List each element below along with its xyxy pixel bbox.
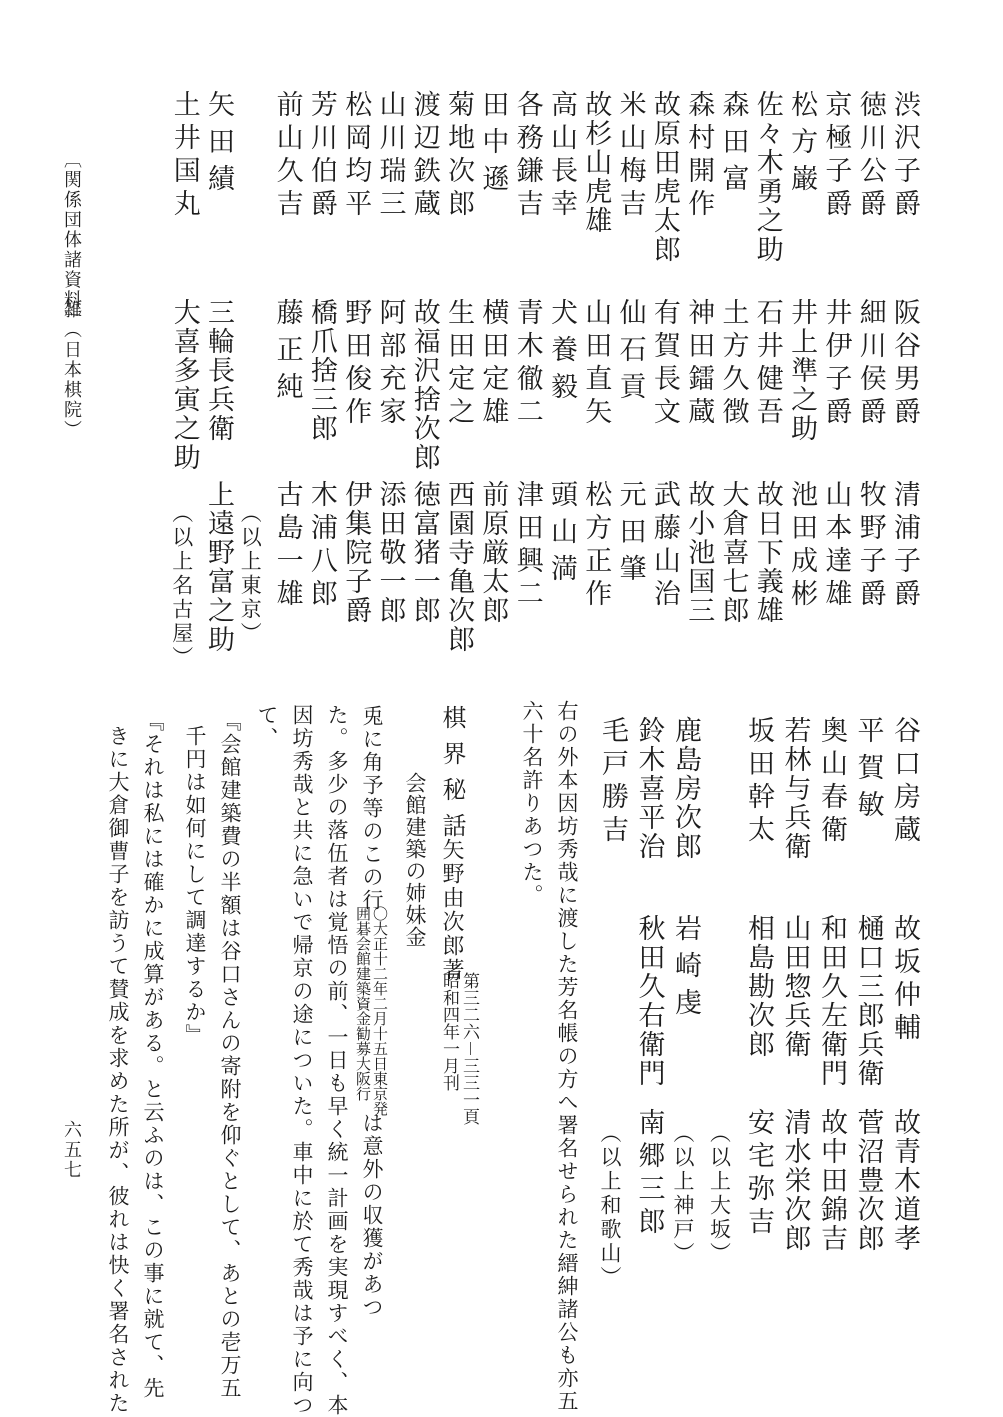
name-entry: （以上神戸） <box>671 1122 695 1266</box>
top-block-column <box>717 90 751 650</box>
name-entry: 松方正作 <box>580 480 612 612</box>
name-entry: 池田成彬 <box>786 480 818 612</box>
top-block-column <box>648 90 682 650</box>
name-entry: 石井健吾 <box>751 298 783 430</box>
quote1-line2: 千円は如何にして調達するか』 <box>183 725 207 1047</box>
name-entry: 相島勘次郎 <box>743 914 774 1059</box>
bottom-block-column <box>669 716 703 1276</box>
name-entry: （以上東京） <box>238 502 263 646</box>
name-entry: 故日下義雄 <box>751 480 783 625</box>
name-entry: 各務鎌吉 <box>511 90 543 222</box>
name-entry: 菅沼豊次郎 <box>852 1108 884 1253</box>
top-block-column <box>682 90 716 650</box>
name-entry: 前原厳太郎 <box>477 480 509 625</box>
top-block-column <box>579 90 613 650</box>
article-source-date: 昭和四年一月刊 <box>439 972 459 1091</box>
top-block-column <box>271 90 305 650</box>
bottom-block-column <box>888 716 922 1276</box>
name-entry: 徳川公爵 <box>854 90 886 222</box>
name-entry: 横田定雄 <box>477 298 509 430</box>
top-block-column <box>374 90 408 650</box>
name-entry: 松方巌 <box>786 90 818 201</box>
top-block-column <box>888 90 922 650</box>
name-entry: 谷口房蔵 <box>889 716 920 848</box>
name-entry: 故中田錦吉 <box>816 1108 847 1253</box>
bottom-block-column <box>633 716 667 1276</box>
name-entry: 阿部充家 <box>374 298 406 430</box>
name-entry: 井上準之助 <box>786 298 818 443</box>
name-entry: 野田俊作 <box>340 298 372 430</box>
name-entry: 故福沢捨次郎 <box>408 298 440 472</box>
name-entry: 故原田虎太郎 <box>648 90 680 264</box>
page-number: 六五七 <box>61 1120 82 1180</box>
para1-line2: た。多少の落伍者は覚悟の前、一日も早く統一計画を実現すべく、本 <box>325 704 349 1417</box>
top-block-column <box>819 90 853 650</box>
name-entry: 松岡均平 <box>340 90 372 222</box>
name-entry: 岩崎虔 <box>670 914 701 1025</box>
name-entry: 木浦八郎 <box>305 480 337 612</box>
bottom-block-column <box>815 716 849 1276</box>
name-entry: 清浦子爵 <box>889 480 920 612</box>
top-block-column <box>511 90 545 650</box>
article-author: 矢野由次郎著 <box>439 838 464 982</box>
top-block-column <box>751 90 785 650</box>
name-entry: 森村開作 <box>683 90 715 222</box>
name-entry: 故杉山虎雄 <box>580 90 612 235</box>
top-block-column <box>614 90 648 650</box>
bottom-block-column <box>706 716 740 1276</box>
top-block-column <box>339 90 373 650</box>
name-entry: 菊地次郎 <box>443 90 475 222</box>
article-subtitle: 会館建築の姉妹金 <box>403 772 427 948</box>
article-title: 棋界秘話 <box>438 705 466 849</box>
quote2-line2: きに大倉御曹子を訪うて賛成を求めた所が、彼れは快く署名された <box>106 725 130 1415</box>
name-entry: 山田惣兵衛 <box>779 914 811 1059</box>
name-entry: 土井国丸 <box>168 90 200 222</box>
name-entry: 細川侯爵 <box>854 298 886 430</box>
closing-line-2: 六十名許りあつた。 <box>520 700 544 907</box>
name-entry: 伊集院子爵 <box>340 480 372 625</box>
name-entry: 頭山満 <box>546 480 577 591</box>
name-entry: 平賀敏 <box>852 716 884 827</box>
name-entry: 和田久左衛門 <box>816 914 847 1088</box>
bottom-block-column <box>852 716 886 1276</box>
name-entry: 武藤山治 <box>648 480 680 612</box>
name-entry: 藤正純 <box>271 298 303 409</box>
name-entry: （以上大坂） <box>707 1122 732 1266</box>
top-block-column <box>236 90 270 650</box>
name-entry: 田中遜 <box>477 90 509 201</box>
name-entry: 生田定之 <box>443 298 475 430</box>
name-entry: 毛戸勝吉 <box>597 716 628 848</box>
name-entry: 橋爪捨三郎 <box>305 298 337 443</box>
name-entry: 森田富 <box>717 90 749 201</box>
name-entry: （以上名古屋） <box>169 502 194 670</box>
name-entry: 山田直矢 <box>580 298 612 430</box>
article-source-page: 第三二六－三三一頁 <box>459 972 479 1125</box>
name-entry: 仙石貢 <box>614 298 646 409</box>
name-entry: 清水栄次郎 <box>779 1108 811 1253</box>
name-entry: 米山梅吉 <box>614 90 646 222</box>
name-entry: （以上和歌山） <box>598 1122 622 1290</box>
name-entry: 西園寺亀次郎 <box>443 480 475 654</box>
name-entry: 坂田幹太 <box>743 716 774 848</box>
name-entry: 大喜多寅之助 <box>168 298 200 472</box>
quote1-line1: 『会館建築費の半額は谷口さんの寄附を仰ぐとして、あとの壱万五 <box>218 710 242 1400</box>
name-entry: 津田興二 <box>511 480 543 612</box>
name-entry: 三輪長兵衛 <box>203 298 234 443</box>
bottom-block-column <box>596 716 630 1290</box>
name-entry: 安宅弥吉 <box>743 1108 774 1240</box>
name-entry: 山川瑞三 <box>374 90 406 222</box>
top-block-column <box>305 90 339 650</box>
name-entry: 添田敬一郎 <box>374 480 406 625</box>
name-entry: 矢田績 <box>203 90 234 201</box>
top-block-column <box>202 90 236 654</box>
name-entry: 青木徹二 <box>511 298 543 430</box>
name-entry: 若林与兵衛 <box>779 716 811 861</box>
name-entry: 土方久徴 <box>717 298 749 430</box>
top-block-column <box>785 90 819 650</box>
para1-note-a: 〇大正十二年二月十五日東京発 <box>371 906 389 1116</box>
name-entry: 渡辺鉄蔵 <box>408 90 440 222</box>
name-entry: 渋沢子爵 <box>889 90 920 222</box>
name-entry: 古島一雄 <box>271 480 303 612</box>
name-entry: 大倉喜七郎 <box>717 480 749 625</box>
name-entry: 上遠野富之助 <box>203 480 234 654</box>
name-entry: 井伊子爵 <box>820 298 852 430</box>
name-entry: 犬養毅 <box>546 298 577 409</box>
name-entry: 有賀長文 <box>648 298 680 430</box>
quote2-line1: 『それは私には確かに成算がある。と云ふのは、この事に就て、先 <box>141 710 165 1400</box>
name-entry: 鹿島房次郎 <box>670 716 701 861</box>
name-entry: 牧野子爵 <box>854 480 886 612</box>
para1-line1-a: 兎に角予等のこの行 <box>360 705 384 912</box>
name-entry: 故小池国三 <box>683 480 715 625</box>
name-entry: 奥山春衛 <box>816 716 847 848</box>
name-entry: 高山長幸 <box>546 90 577 222</box>
top-block-column <box>854 90 888 650</box>
para1-note-b: 囲碁会館建築資金勧募大阪行 <box>354 906 372 1101</box>
top-block-column <box>476 90 510 650</box>
subsection-header: 雑（日本棋院） <box>61 300 82 440</box>
name-entry: 佐々木勇之助 <box>751 90 783 264</box>
name-entry: 鈴木喜平治 <box>633 716 665 861</box>
para1-line3: 因坊秀哉と共に急いで帰京の途についた。車中に於て秀哉は予に向つ <box>290 704 314 1417</box>
name-entry: 秋田久右衛門 <box>633 914 665 1088</box>
top-block-column <box>442 90 476 654</box>
bottom-block-column <box>779 716 813 1276</box>
closing-line-1: 右の外本因坊秀哉に渡した芳名帳の方へ署名せられた縉紳諸公も亦五 <box>555 700 579 1413</box>
name-entry: 故青木道孝 <box>889 1108 920 1253</box>
name-entry: 樋口三郎兵衛 <box>852 914 884 1088</box>
name-entry: 阪谷男爵 <box>889 298 920 430</box>
top-block-column <box>168 90 202 670</box>
bottom-block-column <box>742 716 776 1276</box>
name-entry: 元田肇 <box>614 480 646 591</box>
name-entry: 徳富猪一郎 <box>408 480 440 625</box>
name-entry: 前山久吉 <box>271 90 303 222</box>
name-entry: 山本達雄 <box>820 480 852 612</box>
para1-line4: て、 <box>255 704 279 750</box>
name-entry: 芳川伯爵 <box>305 90 337 222</box>
name-entry: 京極子爵 <box>820 90 852 222</box>
para1-line1-b: は意外の収獲があつ <box>360 1112 384 1319</box>
name-entry: 神田鐳蔵 <box>683 298 715 430</box>
top-block-column <box>408 90 442 650</box>
section-header: 〔関係団体諸資料〕 <box>61 150 82 330</box>
top-block-column <box>545 90 579 650</box>
name-entry: 故坂仲輔 <box>889 914 920 1046</box>
name-entry: 南郷三郎 <box>633 1108 665 1240</box>
